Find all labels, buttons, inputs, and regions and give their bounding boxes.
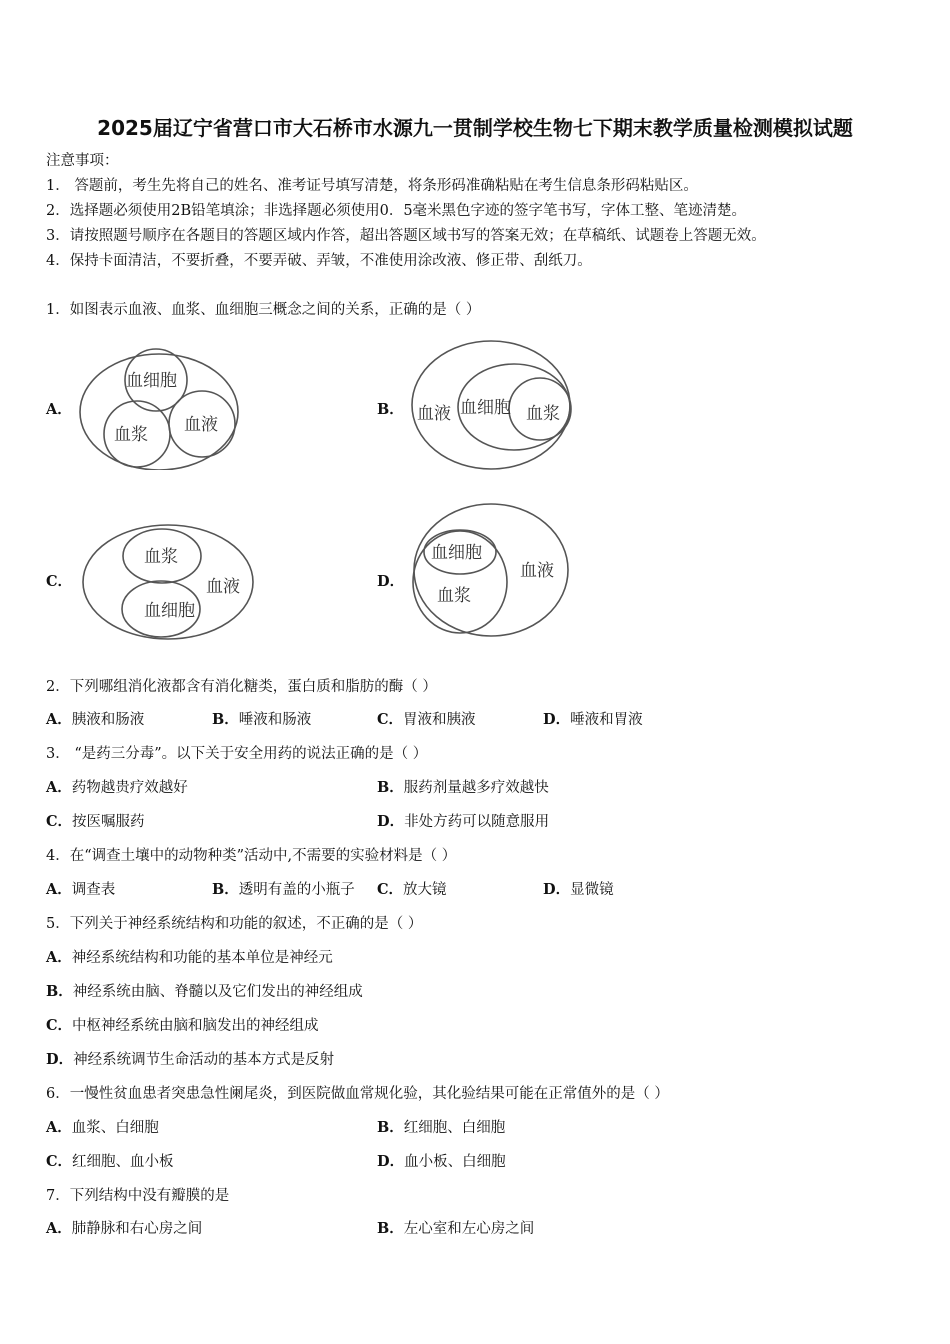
- notice-item: 3．请按照题号顺序在各题目的答题区域内作答，超出答题区域书写的答案无效；在草稿纸、试题卷上答题无效。: [46, 228, 766, 244]
- option-text: 神经系统调节生命活动的基本方式是反射: [73, 1052, 335, 1068]
- option-text: 胃液和胰液: [403, 712, 476, 728]
- option-label: A．: [46, 711, 72, 728]
- q1-diagram-d: [410, 500, 575, 642]
- q3-option: [46, 812, 145, 832]
- option-text: 血浆、白细胞: [71, 1120, 159, 1136]
- option-label: B．: [377, 1220, 404, 1237]
- q2-option: [212, 710, 311, 730]
- notice-item: 2．选择题必须使用2B铅笔填涂；非选择题必须使用0．5毫米黑色字迹的签字笔书写，字体工整、笔迹清楚。: [46, 203, 747, 219]
- option-text: 唾液和肠液: [238, 712, 312, 728]
- option-label: A．: [46, 881, 72, 898]
- diagram-label: 血细胞: [126, 371, 177, 391]
- q6-option: [377, 1118, 505, 1138]
- option-text: 唾液和胃液: [570, 712, 643, 728]
- q3-option: [46, 778, 188, 798]
- q7-option: [377, 1219, 534, 1239]
- diagram-label: 血液: [417, 404, 451, 424]
- option-label: C．: [46, 813, 73, 830]
- option-label: B．: [377, 779, 404, 796]
- diagram-label: 血浆: [437, 586, 471, 606]
- diagram-label: 血浆: [144, 547, 178, 567]
- option-text: 左心室和左心房之间: [403, 1221, 535, 1237]
- q6-stem: 6．一慢性贫血患者突患急性阑尾炎，到医院做血常规化验，其化验结果可能在正常值外的是（ ）: [46, 1086, 669, 1102]
- option-label: D．: [377, 813, 405, 830]
- q7-stem: 7．下列结构中没有瓣膜的是: [46, 1188, 230, 1204]
- option-label: D．: [46, 1051, 74, 1068]
- q2-stem: 2．下列哪组消化液都含有消化糖类，蛋白质和脂肪的酶（ ）: [46, 679, 437, 695]
- option-label: B．: [212, 711, 239, 728]
- option-label: D．: [543, 881, 571, 898]
- q3-option: [377, 778, 549, 798]
- q1-option-a-label: A．: [46, 401, 72, 418]
- q5-stem: 5．下列关于神经系统结构和功能的叙述，不正确的是（ ）: [46, 916, 423, 932]
- option-text: 显微镜: [570, 882, 614, 898]
- q3-option: [377, 812, 549, 832]
- option-label: B．: [377, 1119, 404, 1136]
- q4-option: [46, 880, 115, 900]
- q3-stem: 3． “是药三分毒”。以下关于安全用药的说法正确的是（ ）: [46, 746, 428, 762]
- notice-item: 4．保持卡面清洁，不要折叠，不要弄破、弄皱，不准使用涂改液、修正带、刮纸刀。: [46, 253, 592, 269]
- q4-option: [377, 880, 447, 900]
- q5-option: [46, 1016, 319, 1036]
- option-text: 调查表: [71, 882, 116, 898]
- option-text: 透明有盖的小瓶子: [238, 882, 355, 898]
- q5-option: [46, 948, 333, 968]
- option-label: C．: [46, 1153, 73, 1170]
- q2-option: [377, 710, 476, 730]
- option-text: 血小板、白细胞: [404, 1154, 506, 1170]
- q6-option: [377, 1152, 506, 1172]
- q1-diagram-b: [408, 337, 576, 475]
- option-label: D．: [543, 711, 571, 728]
- diagram-label: 血细胞: [144, 601, 195, 621]
- diagram-label: 血液: [206, 577, 240, 597]
- q7-option: [46, 1219, 202, 1239]
- option-text: 放大镜: [403, 882, 447, 898]
- page-title: 2025届辽宁省营口市大石桥市水源九一贯制学校生物七下期末教学质量检测模拟试题: [97, 116, 853, 140]
- q1-diagram-a: [70, 340, 250, 470]
- option-label: A．: [46, 1119, 72, 1136]
- q1-diagram-c: [76, 520, 258, 646]
- option-label: A．: [46, 779, 72, 796]
- q1-option-b-label: B．: [377, 401, 404, 418]
- diagram-label: 血浆: [114, 425, 148, 445]
- option-label: A．: [46, 1220, 72, 1237]
- option-label: C．: [377, 881, 404, 898]
- q4-stem: 4．在“调查土壤中的动物种类”活动中,不需要的实验材料是（ ）: [46, 848, 457, 864]
- q1-option-d-label: D．: [377, 573, 405, 590]
- option-label: B．: [212, 881, 239, 898]
- option-text: 中枢神经系统由脑和脑发出的神经组成: [72, 1018, 319, 1034]
- q1-stem: 1．如图表示血液、血浆、血细胞三概念之间的关系，正确的是（ ）: [46, 302, 481, 318]
- option-text: 神经系统结构和功能的基本单位是神经元: [71, 950, 333, 966]
- q1-option-c-label: C．: [46, 573, 73, 590]
- option-text: 肺静脉和右心房之间: [71, 1221, 203, 1237]
- diagram-label: 血细胞: [460, 398, 511, 418]
- q6-option: [46, 1118, 159, 1138]
- notice-heading: 注意事项：: [46, 153, 119, 169]
- option-label: C．: [377, 711, 404, 728]
- q5-option: [46, 1050, 334, 1070]
- q6-option: [46, 1152, 174, 1172]
- option-text: 红细胞、血小板: [72, 1154, 174, 1170]
- diagram-label: 血浆: [526, 404, 560, 424]
- option-text: 神经系统由脑、脊髓以及它们发出的神经组成: [72, 984, 363, 1000]
- diagram-label: 血细胞: [431, 543, 482, 563]
- option-label: C．: [46, 1017, 73, 1034]
- option-text: 红细胞、白细胞: [403, 1120, 506, 1136]
- q5-option: [46, 982, 363, 1002]
- option-label: B．: [46, 983, 73, 1000]
- option-text: 服药剂量越多疗效越快: [403, 780, 549, 796]
- q2-option: [543, 710, 643, 730]
- option-text: 胰液和肠液: [71, 712, 145, 728]
- diagram-label: 血液: [520, 561, 554, 581]
- q4-option: [543, 880, 614, 900]
- option-text: 非处方药可以随意服用: [404, 814, 550, 830]
- q2-option: [46, 710, 144, 730]
- option-label: D．: [377, 1153, 405, 1170]
- q4-option: [212, 880, 355, 900]
- option-text: 药物越贵疗效越好: [71, 780, 188, 796]
- option-label: A．: [46, 949, 72, 966]
- option-text: 按医嘱服药: [72, 814, 145, 830]
- notice-item: 1． 答题前，考生先将自己的姓名、准考证号填写清楚，将条形码准确粘贴在考生信息条形码粘贴区。: [46, 178, 698, 194]
- diagram-label: 血液: [184, 415, 218, 435]
